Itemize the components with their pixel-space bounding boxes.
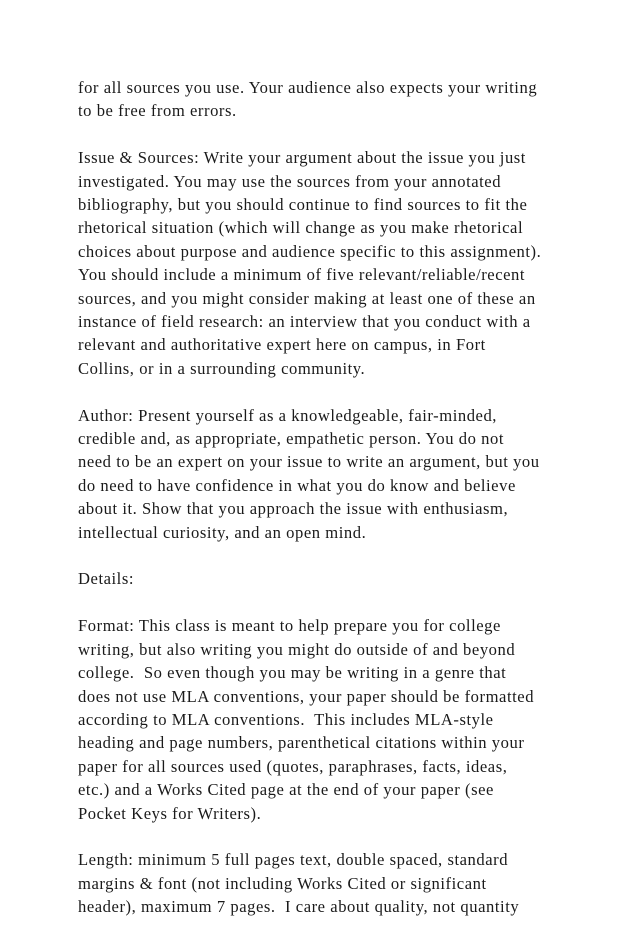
text-line: intellectual curiosity, and an open mind. <box>78 522 367 542</box>
text-line: to be free from errors. <box>78 101 237 121</box>
text-line: Author: Present yourself as a knowledgeable, fair-minded, <box>78 405 498 425</box>
paragraph-length <box>78 848 608 918</box>
text-line: Details: <box>78 569 135 589</box>
text-line: bibliography, but you should continue to find sources to fit the <box>78 195 528 215</box>
text-line: investigated. You may use the sources from your annotated <box>78 171 502 191</box>
paragraph-format <box>78 614 608 825</box>
text-line: Length: minimum 5 full pages text, double spaced, standard <box>78 850 509 870</box>
text-line: Collins, or in a surrounding community. <box>78 358 366 378</box>
text-line: Format: This class is meant to help prepare you for college <box>78 616 501 636</box>
text-line: etc.) and a Works Cited page at the end of your paper (see <box>78 780 494 800</box>
text-line: heading and page numbers, parenthetical citations within your <box>78 733 525 753</box>
text-line: writing, but also writing you might do outside of and beyond <box>78 639 516 659</box>
text-line: about it. Show that you approach the issue with enthusiasm, <box>78 499 509 519</box>
text-line: You should include a minimum of five relevant/reliable/recent <box>78 265 526 285</box>
text-line: paper for all sources used (quotes, paraphrases, facts, ideas, <box>78 756 508 776</box>
text-line: margins & font (not including Works Cited or significant <box>78 873 487 893</box>
text-line: Pocket Keys for Writers). <box>78 803 262 823</box>
paragraph-author <box>78 404 608 544</box>
text-line: sources, and you might consider making at least one of these an <box>78 288 536 308</box>
paragraph-details-heading <box>78 567 608 590</box>
text-line: relevant and authoritative expert here on campus, in Fort <box>78 335 486 355</box>
text-line: credible and, as appropriate, empathetic person. You do not <box>78 429 504 449</box>
text-line: do need to have confidence in what you do know and believe <box>78 475 516 495</box>
text-line: for all sources you use. Your audience also expects your writing <box>78 78 538 97</box>
text-line: does not use MLA conventions, your paper should be formatted <box>78 686 535 706</box>
document-body <box>78 76 608 942</box>
text-line: rhetorical situation (which will change as you make rhetorical <box>78 218 524 238</box>
paragraph-issue-sources <box>78 146 608 380</box>
text-line: college. So even though you may be writing in a genre that <box>78 663 507 683</box>
paragraph-sources-continuation <box>78 76 608 123</box>
text-line: need to be an expert on your issue to write an argument, but you <box>78 452 540 472</box>
text-line: according to MLA conventions. This includes MLA-style <box>78 709 494 729</box>
text-line: choices about purpose and audience specific to this assignment). <box>78 241 542 261</box>
text-line: Issue & Sources: Write your argument about the issue you just <box>78 148 526 168</box>
text-line: header), maximum 7 pages. I care about quality, not quantity <box>78 897 520 917</box>
text-line: instance of field research: an interview that you conduct with a <box>78 312 531 332</box>
